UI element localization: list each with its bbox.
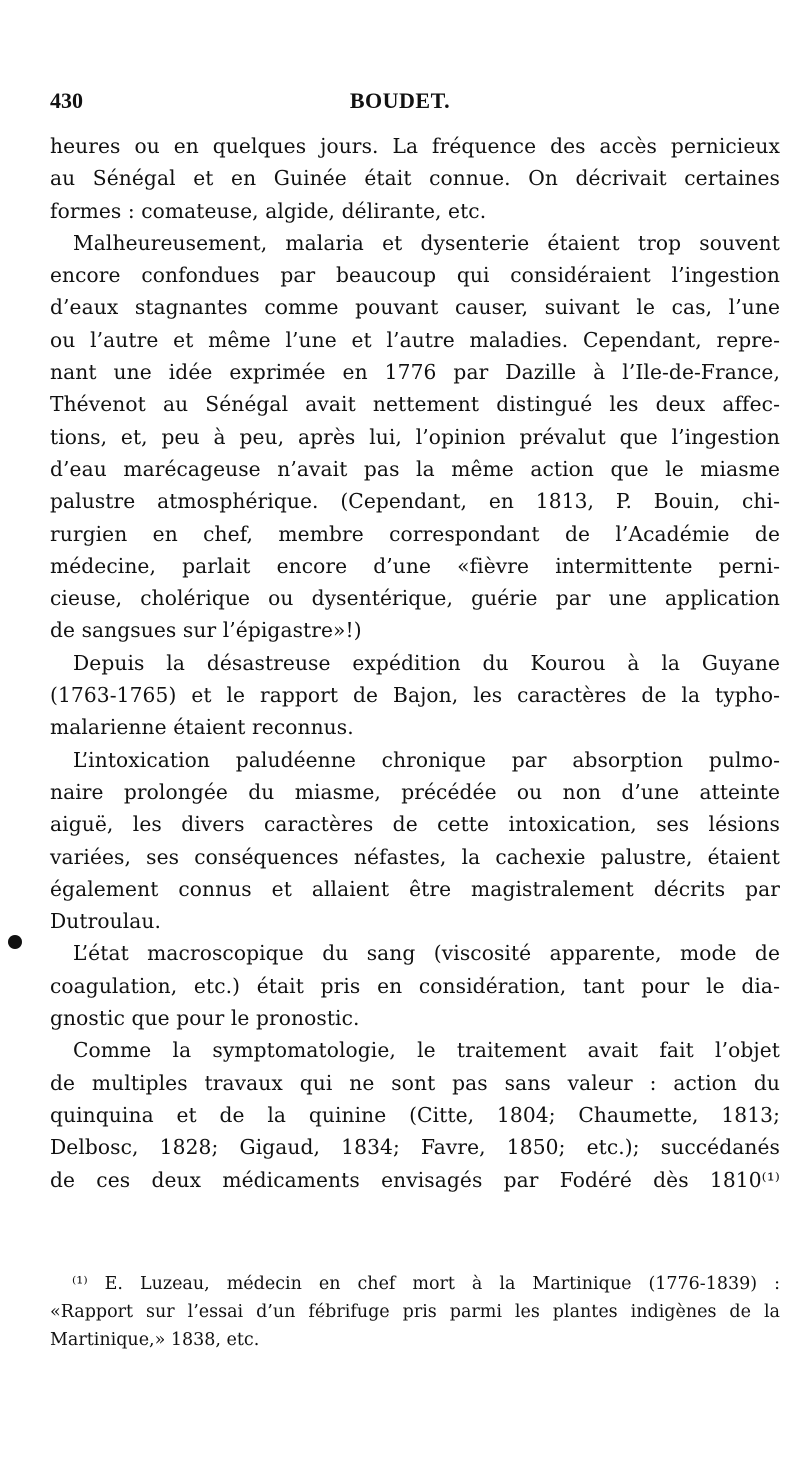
footnote-line: ⁽¹⁾ E. Luzeau, médecin en chef mort à la Martinique (1776-1839) : [72,1274,780,1294]
text-line: Thévenot au Sénégal avait nettement distingué les deux affec- [50,392,780,417]
text-line: d’eaux stagnantes comme pouvant causer, suivant le cas, l’une [50,295,780,320]
margin-bullet-mark [8,935,22,949]
text-line: ou l’autre et même l’une et l’autre maladies. Cependant, repre- [50,327,780,352]
text-line: naire prolongée du miasme, précédée ou non d’une atteinte [50,779,780,804]
paragraph [50,647,780,744]
running-title: BOUDET. [349,88,451,113]
paragraph [50,937,780,1034]
text-line: heures ou en quelques jours. La fréquence des accès pernicieux [50,134,780,158]
page-number: 430 [50,88,83,113]
text-line: (1763-1765) et le rapport de Bajon, les caractères de la typho- [50,683,780,708]
paragraph [50,130,780,227]
text-line: Delbosc, 1828; Gigaud, 1834; Favre, 1850; etc.); succédanés [50,1135,780,1160]
text-line: malarienne étaient reconnus. [50,715,354,740]
paragraph [50,227,780,647]
text-line: aiguë, les divers caractères de cette intoxication, ses lésions [50,812,780,837]
text-line: d’eau marécageuse n’avait pas la même action que le miasme [50,456,780,481]
footnote-line: «Rapport sur l’essai d’un fébrifuge pris parmi les plantes indigènes de la [50,1302,780,1322]
text-line: de ces deux médicaments envisagés par Fodéré dès 1810⁽¹⁾ [50,1167,780,1192]
text-line: Malheureusement, malaria et dysenterie étaient trop souvent [73,230,780,255]
text-line: L’intoxication paludéenne chronique par absorption pulmo- [73,747,780,772]
paragraph [50,1034,780,1195]
text-line: Dutroulau. [50,909,162,934]
text-line: L’état macroscopique du sang (viscosité apparente, mode de [73,941,780,966]
text-line: palustre atmosphérique. (Cependant, en 1813, P. Bouin, chi- [50,489,780,514]
running-header [50,88,750,122]
text-line: Depuis la désastreuse expédition du Kourou à la Guyane [73,650,780,675]
text-line: médecine, parlait encore d’une «fièvre intermittente perni- [50,553,780,578]
text-line: de multiples travaux qui ne sont pas sans valeur : action du [50,1070,780,1095]
footnote-line: Martinique,» 1838, etc. [50,1330,260,1350]
text-line: tions, et, peu à peu, après lui, l’opinion prévalut que l’ingestion [50,424,780,449]
text-line: rurgien en chef, membre correspondant de l’Académie de [50,521,780,546]
text-line: de sangsues sur l’épigastre»!) [50,618,362,643]
text-line: variées, ses conséquences néfastes, la cachexie palustre, étaient [50,844,780,869]
footnotes [50,1270,780,1354]
paragraph [50,744,780,938]
text-line: gnostic que pour le pronostic. [50,1006,360,1031]
text-line: cieuse, cholérique ou dysentérique, guérie par une application [50,586,780,611]
text-line: encore confondues par beaucoup qui considéraient l’ingestion [50,263,780,288]
body-text [50,130,780,1196]
text-line: quinquina et de la quinine (Citte, 1804; Chaumette, 1813; [50,1102,780,1127]
text-line: coagulation, etc.) était pris en considération, tant pour le dia- [50,973,780,998]
text-line: au Sénégal et en Guinée était connue. On décrivait certaines [50,166,780,191]
text-line: formes : comateuse, algide, délirante, etc. [50,198,487,223]
text-line: Comme la symptomatologie, le traitement avait fait l’objet [73,1038,780,1063]
text-line: également connus et allaient être magistralement décrits par [50,876,780,901]
text-line: nant une idée exprimée en 1776 par Dazille à l’Ile-de-France, [50,360,780,385]
